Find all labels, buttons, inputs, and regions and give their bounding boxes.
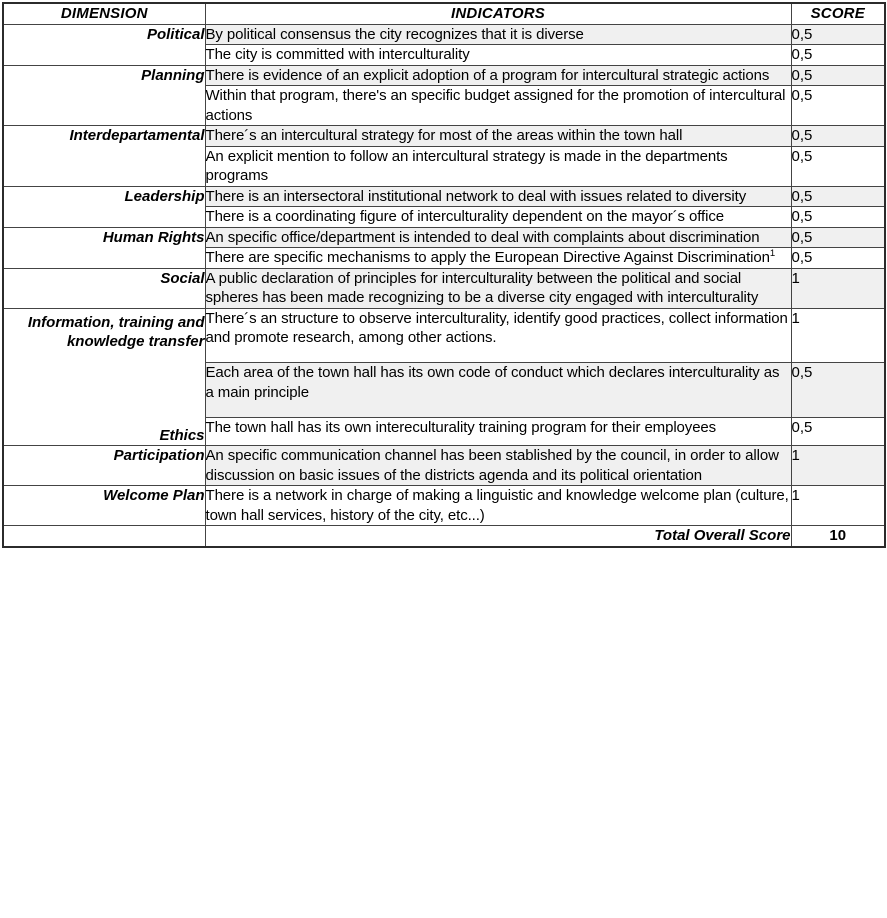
indicator-cell: There is a network in charge of making a linguistic and knowledge welcome plan (culture, town hall services, history of the city, etc...)	[205, 486, 791, 526]
column-header-score: SCORE	[791, 3, 885, 24]
dimension-cell-participation: Participation	[3, 446, 205, 486]
dimension-cell-political: Political	[3, 24, 205, 65]
indicator-cell: There is a coordinating figure of interculturality dependent on the mayor´s office	[205, 207, 791, 228]
score-cell: 0,5	[791, 24, 885, 45]
score-cell: 1	[791, 446, 885, 486]
column-header-dimension: DIMENSION	[3, 3, 205, 24]
indicator-cell-with-footnote	[205, 248, 791, 269]
dimension-label-information-training: Information, training and knowledge transfer	[27, 313, 205, 350]
dimension-label-ethics: Ethics	[159, 426, 205, 444]
table-row	[3, 308, 885, 363]
indicator-cell: There´s an intercultural strategy for most of the areas within the town hall	[205, 126, 791, 147]
score-cell: 0,5	[791, 227, 885, 248]
score-cell: 0,5	[791, 146, 885, 186]
dimension-cell-human-rights: Human Rights	[3, 227, 205, 268]
indicator-cell: There is evidence of an explicit adoption of a program for intercultural strategic actions	[205, 65, 791, 86]
table-row	[3, 486, 885, 526]
indicator-cell: An explicit mention to follow an intercultural strategy is made in the departments programs	[205, 146, 791, 186]
indicator-cell: There´s an structure to observe interculturality, identify good practices, collect information and promote research, among other actions.	[205, 308, 791, 363]
indicator-text: There are specific mechanisms to apply the European Directive Against Discrimination	[205, 249, 770, 266]
table-row	[3, 186, 885, 207]
table-row	[3, 24, 885, 45]
table-row	[3, 268, 885, 308]
column-header-indicators: INDICATORS	[205, 3, 791, 24]
score-cell: 0,5	[791, 207, 885, 228]
score-cell: 0,5	[791, 126, 885, 147]
indicator-cell: The city is committed with interculturality	[205, 45, 791, 66]
dimension-cell-interdepartamental: Interdepartamental	[3, 126, 205, 187]
table-header	[3, 3, 885, 24]
indicator-cell: The town hall has its own intereculturality training program for their employees	[205, 417, 791, 445]
table-row	[3, 65, 885, 86]
table-row	[3, 446, 885, 486]
dimension-cell-welcome-plan: Welcome Plan	[3, 486, 205, 526]
score-cell: 1	[791, 486, 885, 526]
total-row-empty-cell	[3, 526, 205, 547]
score-cell: 0,5	[791, 248, 885, 269]
table-row	[3, 227, 885, 248]
score-cell: 1	[791, 268, 885, 308]
intercultural-indicators-table	[2, 2, 886, 548]
dimension-cell-planning: Planning	[3, 65, 205, 126]
score-cell: 0,5	[791, 417, 885, 445]
indicator-cell: There is an intersectoral institutional network to deal with issues related to diversity	[205, 186, 791, 207]
dimension-cell-social: Social	[3, 268, 205, 308]
total-overall-score-value: 10	[791, 526, 885, 547]
table-row	[3, 126, 885, 147]
score-cell: 0,5	[791, 65, 885, 86]
header-row	[3, 3, 885, 24]
total-row	[3, 526, 885, 547]
score-cell: 0,5	[791, 45, 885, 66]
total-overall-score-label: Total Overall Score	[205, 526, 791, 547]
indicator-cell: By political consensus the city recognizes that it is diverse	[205, 24, 791, 45]
score-cell: 0,5	[791, 186, 885, 207]
score-cell: 0,5	[791, 86, 885, 126]
indicator-cell: A public declaration of principles for interculturality between the political and social spheres has been made recognizing to be a diverse city engaged with interculturality	[205, 268, 791, 308]
score-cell: 1	[791, 308, 885, 363]
indicator-cell: Within that program, there's an specific budget assigned for the promotion of intercultural actions	[205, 86, 791, 126]
indicator-cell: Each area of the town hall has its own code of conduct which declares interculturality as a main principle	[205, 363, 791, 418]
footnote-marker: 1	[769, 248, 776, 259]
score-cell: 0,5	[791, 363, 885, 418]
dimension-cell-information-training-ethics	[3, 308, 205, 446]
table-body	[3, 24, 885, 547]
indicator-cell: An specific communication channel has been stablished by the council, in order to allow discussion on basic issues of the districts agenda and its political orientation	[205, 446, 791, 486]
indicator-cell: An specific office/department is intended to deal with complaints about discrimination	[205, 227, 791, 248]
dimension-cell-leadership: Leadership	[3, 186, 205, 227]
